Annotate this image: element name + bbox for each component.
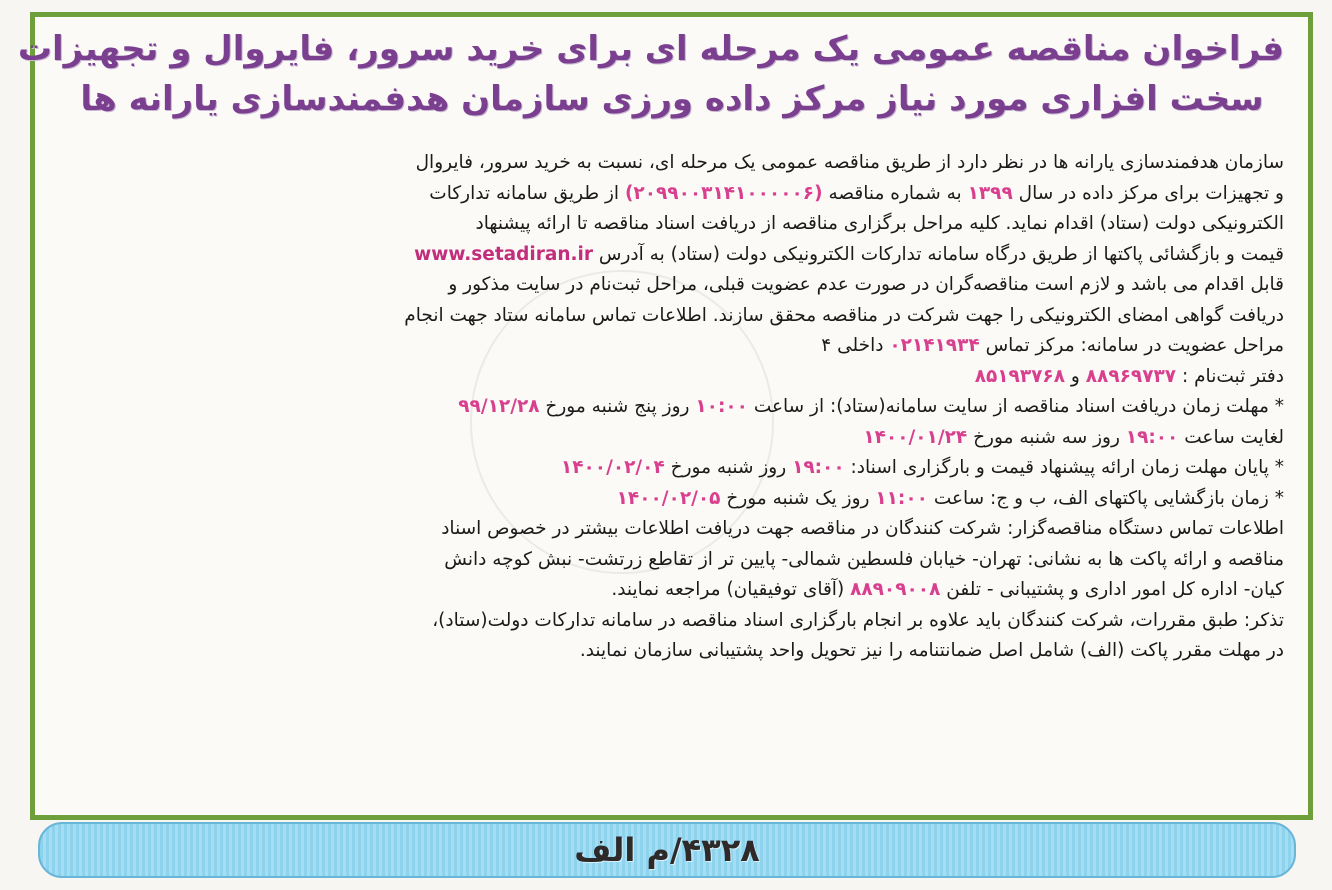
time-value: ۱۱:۰۰ xyxy=(875,487,928,509)
body-text: * مهلت زمان دریافت اسناد مناقصه از سایت سامانه(ستاد): از ساعت xyxy=(753,396,1284,417)
notice-code: ۴۳۲۸/م الف xyxy=(574,831,760,869)
body-text: قابل اقدام می باشد و لازم است مناقصه‌گران در صورت عدم عضویت قبلی، مراحل ثبت‌نام در سایت مذکور و xyxy=(448,274,1284,295)
body-line xyxy=(46,423,1284,454)
body-line xyxy=(46,301,1284,332)
body-line xyxy=(46,606,1284,637)
body-text: لغایت ساعت xyxy=(1184,426,1284,448)
body-line xyxy=(46,209,1284,240)
tender-number: (۲۰۹۹۰۰۳۱۴۱۰۰۰۰۰۶) xyxy=(624,182,823,204)
time-value: ۱۹:۰۰ xyxy=(1125,426,1179,448)
body-line xyxy=(46,636,1284,667)
body-text: از طریق سامانه تدارکات xyxy=(429,182,620,204)
time-value: ۱۹:۰۰ xyxy=(792,457,845,478)
date-value: ۱۴۰۰/۰۲/۰۵ xyxy=(616,487,721,509)
body-line xyxy=(46,270,1284,301)
body-text: به شماره مناقصه xyxy=(828,182,962,204)
body-line xyxy=(46,179,1284,210)
body-text: اطلاعات تماس دستگاه مناقصه‌گزار: شرکت کنندگان در مناقصه جهت دریافت اطلاعات بیشتر در خصوص اسناد xyxy=(441,518,1284,539)
body-text: روز سه شنبه مورخ xyxy=(973,426,1120,448)
body-line xyxy=(46,514,1284,545)
footer-bar xyxy=(38,822,1296,878)
body-text: در مهلت مقرر پاکت (الف) شامل اصل ضمانتنامه را نیز تحویل واحد پشتیبانی سازمان نمایند. xyxy=(579,640,1284,661)
setad-url-link[interactable]: www.setadiran.ir xyxy=(414,243,593,265)
body-text: روز یک شنبه مورخ xyxy=(726,487,870,509)
date-value: ۹۹/۱۲/۲۸ xyxy=(458,396,540,417)
body-text: * زمان بازگشایی پاکتهای الف، ب و ج: ساعت xyxy=(933,487,1284,509)
body-line xyxy=(46,240,1284,271)
body-line xyxy=(46,148,1284,179)
body-line xyxy=(46,484,1284,515)
body-line xyxy=(46,331,1284,362)
registration-phone-1: ۸۸۹۶۹۷۳۷ xyxy=(1085,365,1177,387)
title-line-2: سخت افزاری مورد نیاز مرکز داده ورزی سازمان هدفمندسازی یارانه ها xyxy=(80,79,1264,119)
notice-body xyxy=(46,148,1284,667)
body-line xyxy=(46,453,1284,484)
body-text: * پایان مهلت زمان ارائه پیشنهاد قیمت و بارگزاری اسناد: xyxy=(850,457,1284,478)
body-text: کیان- اداره کل امور اداری و پشتیبانی - تلفن xyxy=(946,579,1284,600)
body-text: مراحل عضویت در سامانه: مرکز تماس xyxy=(985,335,1284,356)
body-text: و xyxy=(1070,365,1080,387)
body-text: الکترونیکی دولت (ستاد) اقدام نماید. کلیه مراحل برگزاری مناقصه از دریافت اسناد مناقصه تا ارائه پیشنهاد xyxy=(475,213,1284,234)
body-text: تذکر: طبق مقررات، شرکت کنندگان باید علاوه بر انجام بارگزاری اسناد مناقصه در سامانه تدارکات دولت(ستاد)، xyxy=(432,609,1284,631)
year-value: ۱۳۹۹ xyxy=(967,182,1013,204)
body-line xyxy=(46,545,1284,576)
body-text: روز شنبه مورخ xyxy=(670,457,787,478)
body-text: (آقای توفیقیان) مراجعه نمایند. xyxy=(611,579,845,600)
title-line-1: فراخوان مناقصه عمومی یک مرحله ای برای خرید سرور، فایروال و تجهیزات xyxy=(17,29,1284,69)
body-text: دریافت گواهی امضای الکترونیکی را جهت شرکت در مناقصه محقق سازند. اطلاعات تماس سامانه ستاد جهت انجام xyxy=(404,304,1284,326)
body-line xyxy=(46,362,1284,393)
registration-phone-2: ۸۵۱۹۳۷۶۸ xyxy=(974,365,1066,387)
date-value: ۱۴۰۰/۰۱/۲۴ xyxy=(863,426,968,448)
support-phone: ۰۲۱۴۱۹۳۴ xyxy=(889,335,980,356)
body-text: سازمان هدفمندسازی یارانه ها در نظر دارد از طریق مناقصه عمومی یک مرحله ای، نسبت به خرید سرور، فایروال xyxy=(415,152,1284,173)
body-text: قیمت و بازگشائی پاکتها از طریق درگاه سامانه تدارکات الکترونیکی دولت (ستاد) به آدرس xyxy=(598,243,1284,265)
body-text: مناقصه و ارائه پاکت ها به نشانی: تهران- خیابان فلسطین شمالی- پایین تر از تقاطع زرتشت- نبش کوچه دانش xyxy=(444,548,1284,570)
office-phone: ۸۸۹۰۹۰۰۸ xyxy=(850,579,941,600)
time-value: ۱۰:۰۰ xyxy=(695,396,748,417)
body-line xyxy=(46,392,1284,423)
body-text: و تجهیزات برای مرکز داده در سال xyxy=(1018,182,1284,204)
notice-title xyxy=(17,24,1284,124)
body-text: دفتر ثبت‌نام : xyxy=(1181,365,1284,387)
body-text: داخلی ۴ xyxy=(821,335,884,356)
body-text: روز پنج شنبه مورخ xyxy=(545,396,690,417)
body-line xyxy=(46,575,1284,606)
date-value: ۱۴۰۰/۰۲/۰۴ xyxy=(560,457,665,478)
